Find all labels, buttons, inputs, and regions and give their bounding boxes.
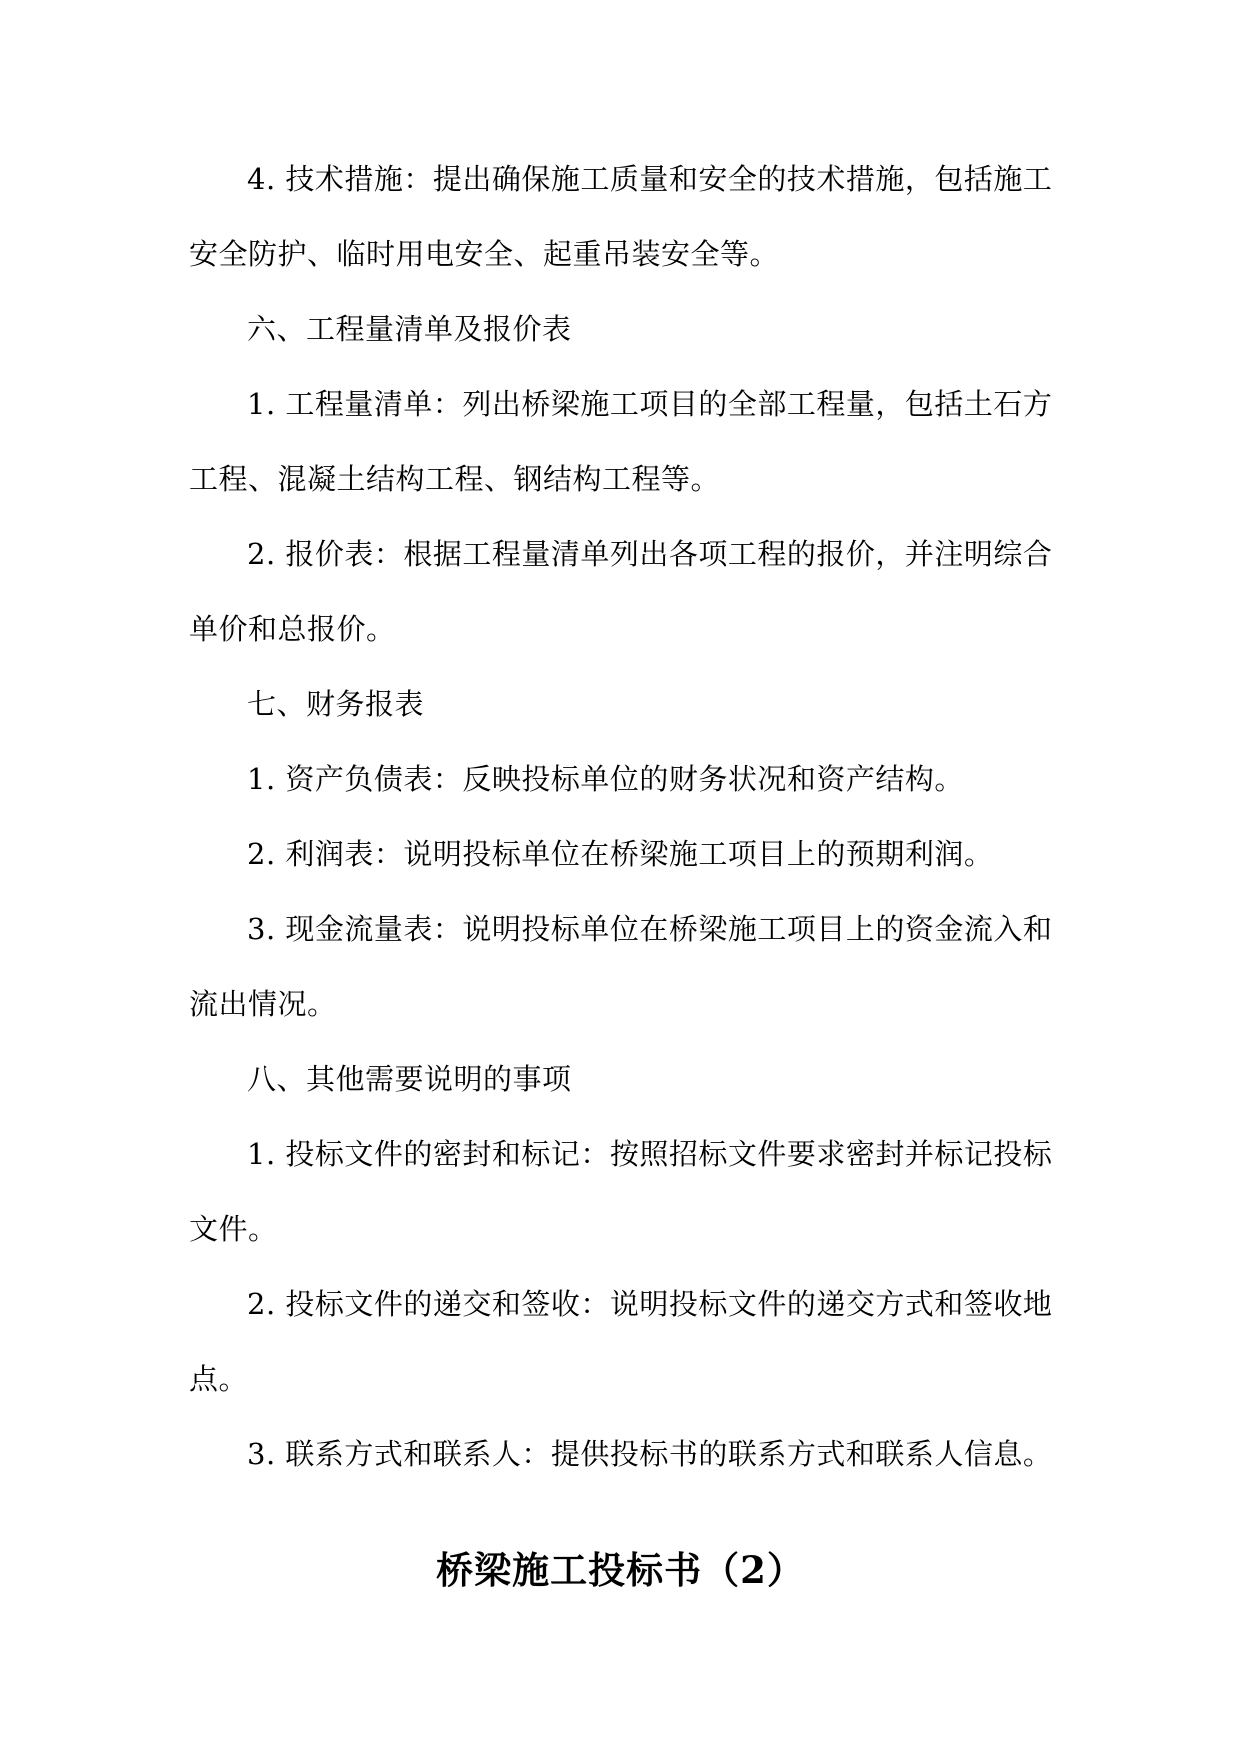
paragraph-line: 工程、混凝土结构工程、钢结构工程等。 bbox=[189, 462, 721, 496]
paragraph-tech-measures bbox=[189, 142, 1053, 292]
paragraph-line: 4. 技术措施：提出确保施工质量和安全的技术措施，包括施工 bbox=[247, 162, 1053, 196]
paragraph-line: 2. 投标文件的递交和签收：说明投标文件的递交方式和签收地 bbox=[247, 1287, 1053, 1321]
section-heading-quantities bbox=[189, 292, 1049, 367]
paragraph-balance-sheet bbox=[189, 742, 1049, 817]
document-body bbox=[189, 142, 1053, 1492]
paragraph-line: 3. 现金流量表：说明投标单位在桥梁施工项目上的资金流入和 bbox=[247, 912, 1053, 946]
section-heading-other bbox=[189, 1042, 1049, 1117]
section-heading: 七、财务报表 bbox=[247, 687, 425, 721]
paragraph-line: 点。 bbox=[189, 1362, 249, 1396]
paragraph-submission bbox=[189, 1267, 1053, 1417]
paragraph-line: 1. 资产负债表：反映投标单位的财务状况和资产结构。 bbox=[247, 762, 964, 796]
paragraph-line: 3. 联系方式和联系人：提供投标书的联系方式和联系人信息。 bbox=[247, 1437, 1053, 1471]
paragraph-line: 流出情况。 bbox=[189, 987, 337, 1021]
next-document-title: 桥梁施工投标书（2） bbox=[436, 1548, 805, 1592]
section-heading: 八、其他需要说明的事项 bbox=[247, 1062, 572, 1096]
paragraph-contact bbox=[189, 1417, 1053, 1492]
paragraph-price-table bbox=[189, 517, 1053, 667]
section-heading-financial bbox=[189, 667, 1049, 742]
paragraph-line: 2. 利润表：说明投标单位在桥梁施工项目上的预期利润。 bbox=[247, 837, 994, 871]
paragraph-quantity-list bbox=[189, 367, 1053, 517]
paragraph-line: 1. 投标文件的密封和标记：按照招标文件要求密封并标记投标 bbox=[247, 1137, 1053, 1171]
paragraph-cash-flow bbox=[189, 892, 1053, 1042]
paragraph-line: 文件。 bbox=[189, 1212, 278, 1246]
section-heading: 六、工程量清单及报价表 bbox=[247, 312, 572, 346]
paragraph-line: 安全防护、临时用电安全、起重吊装安全等。 bbox=[189, 237, 780, 271]
paragraph-sealing bbox=[189, 1117, 1053, 1267]
paragraph-line: 单价和总报价。 bbox=[189, 612, 396, 646]
paragraph-line: 2. 报价表：根据工程量清单列出各项工程的报价，并注明综合 bbox=[247, 537, 1053, 571]
paragraph-line: 1. 工程量清单：列出桥梁施工项目的全部工程量，包括土石方 bbox=[247, 387, 1053, 421]
paragraph-income-statement bbox=[189, 817, 1049, 892]
